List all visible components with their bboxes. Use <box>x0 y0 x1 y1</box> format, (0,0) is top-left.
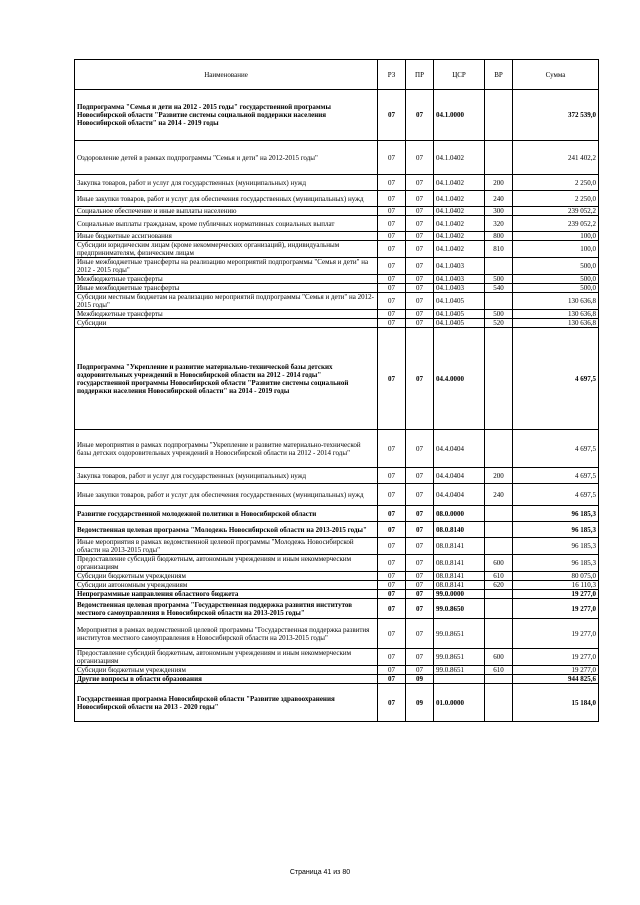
cell-vr: 200 <box>485 175 513 191</box>
cell-name: Субсидии бюджетным учреждениям <box>75 666 378 675</box>
cell-sum: 130 636,8 <box>513 293 599 310</box>
cell-name: Иные межбюджетные трансферты <box>75 284 378 293</box>
cell-name: Иные межбюджетные трансферты на реализацию мероприятий подпрограммы "Семья и дети" на 2012 - 2015 годы" <box>75 258 378 275</box>
cell-sum: 96 185,3 <box>513 538 599 555</box>
cell-rz: 07 <box>378 649 406 666</box>
cell-pr: 07 <box>406 430 434 468</box>
cell-name: Социальные выплаты гражданам, кроме публичных нормативных социальных выплат <box>75 216 378 232</box>
cell-sum: 100,0 <box>513 241 599 258</box>
cell-pr: 07 <box>406 310 434 319</box>
cell-name: Иные мероприятия в рамках подпрограммы "Укрепление и развитие материально-технической базы детских оздоровительных учреждений в Новосибирской области на 2012 - 2014 годы" <box>75 430 378 468</box>
cell-pr: 07 <box>406 590 434 599</box>
cell-sum: 372 539,0 <box>513 90 599 141</box>
cell-name: Межбюджетные трансферты <box>75 275 378 284</box>
cell-name: Иные мероприятия в рамках ведомственной целевой программы "Молодежь Новосибирской области на 2013-2015 годы" <box>75 538 378 555</box>
cell-name: Закупка товаров, работ и услуг для государственных (муниципальных) нужд <box>75 468 378 484</box>
table-row <box>75 430 599 468</box>
cell-rz: 07 <box>378 328 406 430</box>
cell-vr: 520 <box>485 319 513 328</box>
cell-name: Государственная программа Новосибирской области "Развитие здравоохранения Новосибирской области на 2013 - 2020 годы" <box>75 684 378 722</box>
cell-pr: 07 <box>406 175 434 191</box>
cell-vr <box>485 430 513 468</box>
table-row <box>75 649 599 666</box>
cell-csr: 04.1.0402 <box>434 141 485 175</box>
table-row <box>75 538 599 555</box>
table-body <box>75 90 599 722</box>
cell-vr <box>485 538 513 555</box>
cell-rz: 07 <box>378 684 406 722</box>
cell-vr <box>485 90 513 141</box>
cell-pr: 07 <box>406 90 434 141</box>
cell-vr: 500 <box>485 275 513 284</box>
cell-rz: 07 <box>378 284 406 293</box>
cell-csr: 04.4.0000 <box>434 328 485 430</box>
cell-pr: 07 <box>406 572 434 581</box>
cell-csr: 08.0.8141 <box>434 538 485 555</box>
cell-pr: 07 <box>406 141 434 175</box>
table-row <box>75 319 599 328</box>
table-row <box>75 241 599 258</box>
table-row <box>75 506 599 522</box>
cell-name: Субсидии юридическим лицам (кроме некоммерческих организаций), индивидуальным предпринимателям, физическим лицам <box>75 241 378 258</box>
cell-pr: 09 <box>406 684 434 722</box>
cell-csr: 99.0.8650 <box>434 599 485 619</box>
budget-table <box>74 59 599 722</box>
cell-rz: 07 <box>378 191 406 207</box>
cell-csr: 08.0.8141 <box>434 581 485 590</box>
cell-rz: 07 <box>378 590 406 599</box>
cell-csr: 04.1.0403 <box>434 275 485 284</box>
table-row <box>75 675 599 684</box>
cell-csr: 08.0.8141 <box>434 572 485 581</box>
cell-vr <box>485 293 513 310</box>
cell-rz: 07 <box>378 506 406 522</box>
cell-vr: 800 <box>485 232 513 241</box>
header-sum: Сумма <box>513 60 599 90</box>
cell-name: Мероприятия в рамках ведомственной целевой программы "Государственная поддержка развития институтов местного самоуправления в Новосибирской области на 2013-2015 годы" <box>75 619 378 649</box>
cell-vr: 300 <box>485 207 513 216</box>
cell-vr <box>485 141 513 175</box>
cell-sum: 100,0 <box>513 232 599 241</box>
cell-csr <box>434 675 485 684</box>
table-row <box>75 258 599 275</box>
cell-csr: 04.1.0402 <box>434 175 485 191</box>
table-row <box>75 684 599 722</box>
cell-vr <box>485 506 513 522</box>
cell-vr <box>485 684 513 722</box>
cell-name: Субсидии местным бюджетам на реализацию мероприятий подпрограммы "Семья и дети" на 2012-2015 годы" <box>75 293 378 310</box>
table-row <box>75 581 599 590</box>
cell-rz: 07 <box>378 310 406 319</box>
table-header-row <box>75 60 599 90</box>
cell-pr: 07 <box>406 284 434 293</box>
cell-pr: 07 <box>406 555 434 572</box>
cell-pr: 09 <box>406 675 434 684</box>
cell-name: Иные бюджетные ассигнования <box>75 232 378 241</box>
cell-name: Ведомственная целевая программа "Государственная поддержка развития институтов местного самоуправления в Новосибирской области на 2013-2015 годы" <box>75 599 378 619</box>
cell-rz: 07 <box>378 675 406 684</box>
table-row <box>75 207 599 216</box>
cell-csr: 04.1.0402 <box>434 207 485 216</box>
cell-name: Предоставление субсидий бюджетным, автономным учреждениям и иным некоммерческим организациям <box>75 649 378 666</box>
cell-csr: 99.0.8651 <box>434 619 485 649</box>
cell-vr: 320 <box>485 216 513 232</box>
cell-rz: 07 <box>378 241 406 258</box>
cell-sum: 15 184,0 <box>513 684 599 722</box>
cell-sum: 944 825,6 <box>513 675 599 684</box>
cell-sum: 19 277,0 <box>513 666 599 675</box>
cell-pr: 07 <box>406 319 434 328</box>
cell-name: Предоставление субсидий бюджетным, автономным учреждениям и иным некоммерческим организациям <box>75 555 378 572</box>
cell-vr <box>485 619 513 649</box>
table-row <box>75 141 599 175</box>
cell-vr: 610 <box>485 666 513 675</box>
cell-csr: 04.4.0404 <box>434 468 485 484</box>
header-csr: ЦСР <box>434 60 485 90</box>
cell-csr: 04.1.0403 <box>434 258 485 275</box>
table-row <box>75 599 599 619</box>
cell-vr <box>485 328 513 430</box>
cell-pr: 07 <box>406 581 434 590</box>
cell-pr: 07 <box>406 599 434 619</box>
table-row <box>75 175 599 191</box>
cell-sum: 16 110,3 <box>513 581 599 590</box>
cell-rz: 07 <box>378 484 406 506</box>
cell-vr: 240 <box>485 191 513 207</box>
cell-pr: 07 <box>406 293 434 310</box>
cell-name: Оздоровление детей в рамках подпрограммы "Семья и дети" на 2012-2015 годы" <box>75 141 378 175</box>
cell-rz: 07 <box>378 599 406 619</box>
cell-sum: 19 277,0 <box>513 590 599 599</box>
cell-name: Другие вопросы в области образования <box>75 675 378 684</box>
cell-rz: 07 <box>378 538 406 555</box>
table-row <box>75 232 599 241</box>
table-row <box>75 468 599 484</box>
cell-rz: 07 <box>378 258 406 275</box>
table-row <box>75 275 599 284</box>
cell-csr: 04.4.0404 <box>434 484 485 506</box>
cell-rz: 07 <box>378 232 406 241</box>
cell-rz: 07 <box>378 293 406 310</box>
cell-rz: 07 <box>378 555 406 572</box>
cell-csr: 04.4.0404 <box>434 430 485 468</box>
cell-vr: 810 <box>485 241 513 258</box>
cell-csr: 99.0.0000 <box>434 590 485 599</box>
cell-name: Развитие государственной молодежной политики в Новосибирской области <box>75 506 378 522</box>
cell-vr <box>485 675 513 684</box>
cell-name: Подпрограмма "Семья и дети на 2012 - 2015 годы" государственной программы Новосибирской области "Развитие системы социальной поддержки населения Новосибирской области" на 2014 - 2019 годы <box>75 90 378 141</box>
table-row <box>75 191 599 207</box>
cell-sum: 500,0 <box>513 258 599 275</box>
header-pr: ПР <box>406 60 434 90</box>
cell-pr: 07 <box>406 538 434 555</box>
table-row <box>75 310 599 319</box>
cell-pr: 07 <box>406 216 434 232</box>
cell-sum: 500,0 <box>513 275 599 284</box>
cell-csr: 08.0.8140 <box>434 522 485 538</box>
cell-csr: 04.1.0403 <box>434 284 485 293</box>
cell-pr: 07 <box>406 522 434 538</box>
cell-name: Иные закупки товаров, работ и услуг для обеспечения государственных (муниципальных) нужд <box>75 191 378 207</box>
cell-pr: 07 <box>406 328 434 430</box>
cell-csr: 04.1.0402 <box>434 216 485 232</box>
cell-rz: 07 <box>378 572 406 581</box>
cell-vr: 500 <box>485 310 513 319</box>
cell-pr: 07 <box>406 468 434 484</box>
table-row <box>75 484 599 506</box>
cell-sum: 4 697,5 <box>513 484 599 506</box>
cell-rz: 07 <box>378 175 406 191</box>
cell-pr: 07 <box>406 191 434 207</box>
cell-csr: 04.1.0402 <box>434 232 485 241</box>
cell-pr: 07 <box>406 275 434 284</box>
cell-rz: 07 <box>378 430 406 468</box>
cell-sum: 241 402,2 <box>513 141 599 175</box>
cell-csr: 99.0.8651 <box>434 649 485 666</box>
cell-rz: 07 <box>378 216 406 232</box>
cell-sum: 130 636,8 <box>513 310 599 319</box>
cell-sum: 96 185,3 <box>513 506 599 522</box>
cell-pr: 07 <box>406 649 434 666</box>
table-row <box>75 572 599 581</box>
cell-sum: 130 636,8 <box>513 319 599 328</box>
cell-name: Иные закупки товаров, работ и услуг для обеспечения государственных (муниципальных) нужд <box>75 484 378 506</box>
cell-rz: 07 <box>378 522 406 538</box>
cell-rz: 07 <box>378 207 406 216</box>
cell-sum: 19 277,0 <box>513 619 599 649</box>
cell-csr: 04.1.0405 <box>434 319 485 328</box>
cell-sum: 239 052,2 <box>513 216 599 232</box>
header-name: Наименование <box>75 60 378 90</box>
cell-pr: 07 <box>406 506 434 522</box>
cell-rz: 07 <box>378 141 406 175</box>
cell-name: Субсидии бюджетным учреждениям <box>75 572 378 581</box>
cell-pr: 07 <box>406 619 434 649</box>
table-row <box>75 216 599 232</box>
cell-name: Подпрограмма "Укрепление и развитие материально-технической базы детских оздоровительных учреждений в Новосибирской области на 2012 - 2014 годы" государственной программы Новосибирской области "Развитие системы социальной поддержки населения Новосибирской области" на 2014 - 2019 годы <box>75 328 378 430</box>
cell-csr: 04.1.0405 <box>434 293 485 310</box>
header-vr: ВР <box>485 60 513 90</box>
cell-sum: 4 697,5 <box>513 328 599 430</box>
cell-sum: 19 277,0 <box>513 649 599 666</box>
table-row <box>75 328 599 430</box>
cell-vr: 600 <box>485 555 513 572</box>
cell-rz: 07 <box>378 581 406 590</box>
header-rz: РЗ <box>378 60 406 90</box>
table-row <box>75 590 599 599</box>
cell-csr: 01.0.0000 <box>434 684 485 722</box>
cell-sum: 2 250,0 <box>513 175 599 191</box>
cell-pr: 07 <box>406 258 434 275</box>
cell-sum: 4 697,5 <box>513 430 599 468</box>
cell-pr: 07 <box>406 207 434 216</box>
cell-pr: 07 <box>406 484 434 506</box>
cell-vr <box>485 522 513 538</box>
cell-csr: 99.0.8651 <box>434 666 485 675</box>
cell-csr: 08.0.0000 <box>434 506 485 522</box>
cell-sum: 19 277,0 <box>513 599 599 619</box>
cell-rz: 07 <box>378 275 406 284</box>
cell-csr: 04.1.0405 <box>434 310 485 319</box>
cell-sum: 80 075,0 <box>513 572 599 581</box>
cell-sum: 500,0 <box>513 284 599 293</box>
cell-vr <box>485 599 513 619</box>
cell-pr: 07 <box>406 241 434 258</box>
cell-sum: 96 185,3 <box>513 555 599 572</box>
cell-vr <box>485 590 513 599</box>
cell-vr: 200 <box>485 468 513 484</box>
cell-pr: 07 <box>406 232 434 241</box>
cell-name: Субсидии автономным учреждениям <box>75 581 378 590</box>
cell-name: Непрограммные направления областного бюджета <box>75 590 378 599</box>
cell-sum: 96 185,3 <box>513 522 599 538</box>
cell-sum: 4 697,5 <box>513 468 599 484</box>
cell-csr: 04.1.0000 <box>434 90 485 141</box>
cell-csr: 04.1.0402 <box>434 191 485 207</box>
cell-rz: 07 <box>378 619 406 649</box>
cell-vr: 540 <box>485 284 513 293</box>
cell-rz: 07 <box>378 90 406 141</box>
cell-name: Ведомственная целевая программа "Молодежь Новосибирской области на 2013-2015 годы" <box>75 522 378 538</box>
cell-vr: 620 <box>485 581 513 590</box>
cell-csr: 08.0.8141 <box>434 555 485 572</box>
table-row <box>75 293 599 310</box>
cell-name: Социальное обеспечение и иные выплаты населению <box>75 207 378 216</box>
cell-vr <box>485 258 513 275</box>
cell-rz: 07 <box>378 319 406 328</box>
cell-name: Межбюджетные трансферты <box>75 310 378 319</box>
cell-csr: 04.1.0402 <box>434 241 485 258</box>
table-row <box>75 555 599 572</box>
cell-rz: 07 <box>378 666 406 675</box>
cell-name: Субсидии <box>75 319 378 328</box>
page-number: Страница 41 из 80 <box>289 869 351 876</box>
table-row <box>75 90 599 141</box>
table-row <box>75 666 599 675</box>
cell-name: Закупка товаров, работ и услуг для государственных (муниципальных) нужд <box>75 175 378 191</box>
cell-vr: 600 <box>485 649 513 666</box>
table-row <box>75 522 599 538</box>
cell-pr: 07 <box>406 666 434 675</box>
table-row <box>75 619 599 649</box>
cell-rz: 07 <box>378 468 406 484</box>
table-row <box>75 284 599 293</box>
cell-vr: 240 <box>485 484 513 506</box>
cell-sum: 2 250,0 <box>513 191 599 207</box>
cell-vr: 610 <box>485 572 513 581</box>
cell-sum: 239 052,2 <box>513 207 599 216</box>
